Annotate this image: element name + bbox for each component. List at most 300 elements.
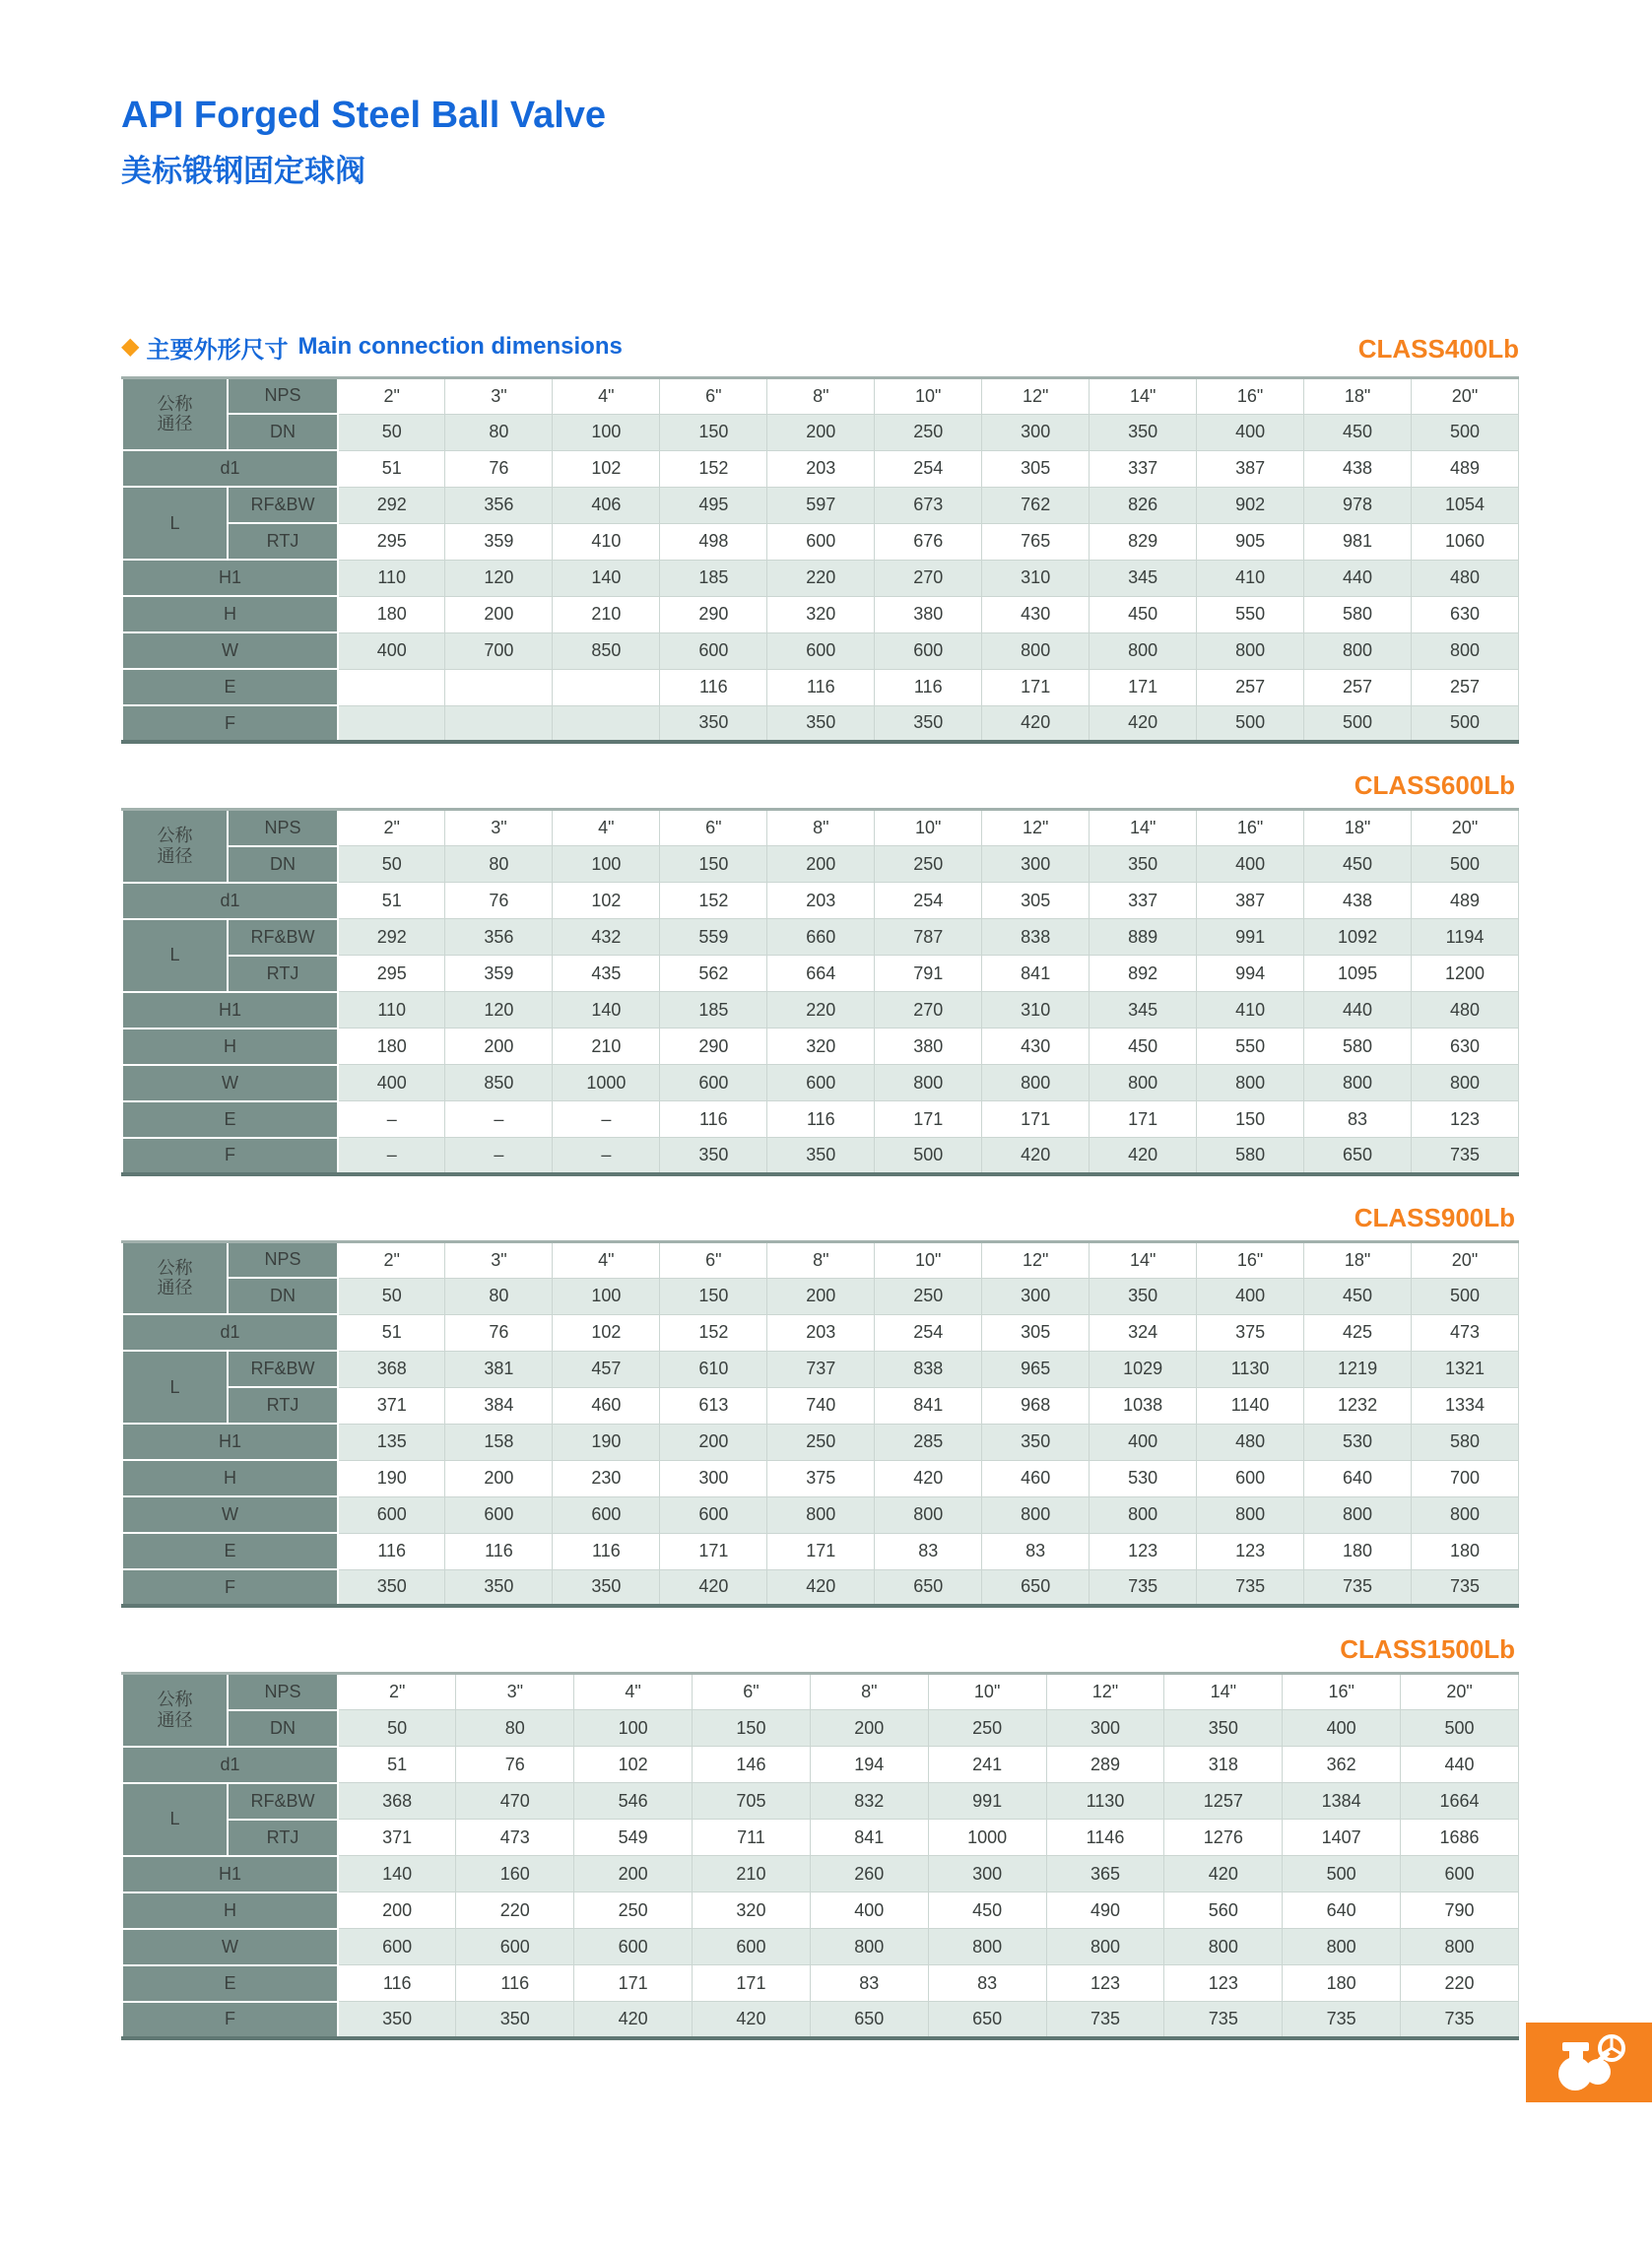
cell-dn-3: 150 — [660, 846, 767, 883]
table-row — [122, 450, 1519, 487]
cell-d1-7: 337 — [1090, 450, 1197, 487]
cell-nps-6: 12" — [982, 810, 1090, 846]
cell-l_rfbw-1: 381 — [445, 1351, 553, 1387]
cell-e-3: 116 — [660, 669, 767, 705]
cell-h-8: 600 — [1197, 1460, 1304, 1496]
table-row — [122, 1892, 1519, 1929]
cell-l_rtj-3: 498 — [660, 523, 767, 560]
cell-w-3: 600 — [660, 1065, 767, 1101]
class-900-label: CLASS900Lb — [1354, 1202, 1515, 1232]
cell-l_rfbw-9: 1092 — [1304, 919, 1412, 956]
cell-d1-7: 324 — [1090, 1314, 1197, 1351]
cell-l_rfbw-0: 368 — [338, 1351, 445, 1387]
cell-f-4: 650 — [810, 2002, 928, 2038]
cell-l_rtj-0: 371 — [338, 1820, 456, 1856]
table-row — [122, 919, 1519, 956]
table-row — [122, 1351, 1519, 1387]
table-row — [122, 560, 1519, 596]
cell-e-7: 171 — [1090, 669, 1197, 705]
cell-h-3: 290 — [660, 1029, 767, 1065]
cell-e-0: 116 — [338, 1533, 445, 1569]
cell-h1-1: 120 — [445, 992, 553, 1029]
cell-e-5: 171 — [875, 1101, 982, 1138]
row-label-rfbw: RF&BW — [228, 1783, 338, 1820]
cell-l_rtj-1: 384 — [445, 1387, 553, 1424]
row-group-l: L — [122, 487, 228, 560]
row-label-nps: NPS — [228, 377, 338, 414]
cell-l_rfbw-6: 965 — [982, 1351, 1090, 1387]
cell-w-0: 600 — [338, 1929, 456, 1965]
cell-h1-7: 400 — [1090, 1424, 1197, 1460]
row-label-dn: DN — [228, 1278, 338, 1314]
cell-l_rfbw-1: 356 — [445, 487, 553, 523]
cell-dn-0: 50 — [338, 846, 445, 883]
cell-h-1: 200 — [445, 1460, 553, 1496]
table-row — [122, 1065, 1519, 1101]
cell-e-5: 83 — [875, 1533, 982, 1569]
table-row — [122, 669, 1519, 705]
cell-dn-9: 450 — [1304, 414, 1412, 450]
cell-dn-3: 150 — [660, 1278, 767, 1314]
cell-nps-2: 4" — [553, 810, 660, 846]
cell-d1-6: 305 — [982, 883, 1090, 919]
cell-h-0: 190 — [338, 1460, 445, 1496]
row-group-nominal: 公称 通径 — [122, 377, 228, 450]
cell-l_rtj-7: 892 — [1090, 956, 1197, 992]
row-label-d1: d1 — [122, 450, 338, 487]
cell-e-3: 171 — [660, 1533, 767, 1569]
cell-nps-8: 16" — [1283, 1674, 1401, 1710]
cell-h-10: 700 — [1412, 1460, 1519, 1496]
cell-l_rtj-6: 1146 — [1046, 1820, 1164, 1856]
cell-h-3: 300 — [660, 1460, 767, 1496]
cell-h1-3: 185 — [660, 560, 767, 596]
cell-l_rfbw-5: 787 — [875, 919, 982, 956]
table-row — [122, 1710, 1519, 1747]
cell-d1-6: 289 — [1046, 1747, 1164, 1783]
cell-dn-7: 350 — [1090, 1278, 1197, 1314]
cell-nps-3: 6" — [660, 1241, 767, 1278]
cell-f-1 — [445, 705, 553, 742]
section-heading — [121, 330, 623, 365]
cell-dn-1: 80 — [445, 414, 553, 450]
dimension-table — [121, 1672, 1519, 2040]
cell-d1-3: 146 — [693, 1747, 811, 1783]
dimension-table — [121, 808, 1519, 1176]
cell-nps-5: 10" — [928, 1674, 1046, 1710]
cell-h-10: 630 — [1412, 596, 1519, 632]
cell-l_rfbw-3: 495 — [660, 487, 767, 523]
cell-h1-5: 300 — [928, 1856, 1046, 1892]
table-row — [122, 596, 1519, 632]
cell-f-0 — [338, 705, 445, 742]
cell-h1-8: 410 — [1197, 560, 1304, 596]
cell-d1-10: 489 — [1412, 450, 1519, 487]
cell-h1-9: 440 — [1304, 992, 1412, 1029]
cell-nps-10: 20" — [1412, 377, 1519, 414]
cell-nps-10: 20" — [1412, 1241, 1519, 1278]
cell-nps-0: 2" — [338, 377, 445, 414]
cell-l_rfbw-6: 838 — [982, 919, 1090, 956]
cell-h-6: 490 — [1046, 1892, 1164, 1929]
cell-e-1: 116 — [445, 1533, 553, 1569]
cell-dn-2: 100 — [553, 1278, 660, 1314]
cell-h1-8: 480 — [1197, 1424, 1304, 1460]
cell-h-1: 200 — [445, 596, 553, 632]
cell-dn-7: 350 — [1090, 846, 1197, 883]
cell-f-7: 735 — [1164, 2002, 1283, 2038]
cell-f-8: 580 — [1197, 1138, 1304, 1174]
cell-w-1: 600 — [445, 1496, 553, 1533]
cell-f-2: 420 — [574, 2002, 693, 2038]
cell-h-2: 210 — [553, 1029, 660, 1065]
cell-e-5: 116 — [875, 669, 982, 705]
cell-l_rfbw-6: 1130 — [1046, 1783, 1164, 1820]
cell-l_rtj-8: 1140 — [1197, 1387, 1304, 1424]
cell-h1-4: 220 — [767, 560, 875, 596]
table-row — [122, 1747, 1519, 1783]
cell-f-4: 350 — [767, 1138, 875, 1174]
cell-nps-5: 10" — [875, 1241, 982, 1278]
cell-f-4: 420 — [767, 1569, 875, 1606]
cell-d1-0: 51 — [338, 883, 445, 919]
cell-e-1: 116 — [456, 1965, 574, 2002]
row-label-h: H — [122, 1460, 338, 1496]
table-row — [122, 883, 1519, 919]
cell-d1-1: 76 — [445, 1314, 553, 1351]
cell-f-2: 350 — [553, 1569, 660, 1606]
cell-e-6: 83 — [982, 1533, 1090, 1569]
cell-e-8: 180 — [1283, 1965, 1401, 2002]
cell-w-0: 400 — [338, 632, 445, 669]
cell-l_rtj-10: 1200 — [1412, 956, 1519, 992]
cell-d1-3: 152 — [660, 1314, 767, 1351]
row-label-e: E — [122, 1101, 338, 1138]
table-row — [122, 1496, 1519, 1533]
cell-f-3: 420 — [660, 1569, 767, 1606]
cell-dn-6: 300 — [1046, 1710, 1164, 1747]
cell-d1-8: 387 — [1197, 450, 1304, 487]
cell-h1-7: 420 — [1164, 1856, 1283, 1892]
cell-h-7: 560 — [1164, 1892, 1283, 1929]
cell-e-10: 180 — [1412, 1533, 1519, 1569]
cell-nps-9: 20" — [1401, 1674, 1519, 1710]
cell-l_rtj-1: 473 — [456, 1820, 574, 1856]
cell-l_rtj-3: 711 — [693, 1820, 811, 1856]
cell-l_rfbw-2: 432 — [553, 919, 660, 956]
cell-h1-6: 310 — [982, 992, 1090, 1029]
cell-l_rfbw-4: 737 — [767, 1351, 875, 1387]
table-row — [122, 1674, 1519, 1710]
cell-w-10: 800 — [1412, 632, 1519, 669]
cell-h-5: 450 — [928, 1892, 1046, 1929]
cell-h1-10: 480 — [1412, 992, 1519, 1029]
cell-l_rtj-4: 664 — [767, 956, 875, 992]
cell-w-3: 600 — [693, 1929, 811, 1965]
cell-l_rtj-5: 676 — [875, 523, 982, 560]
cell-h1-9: 440 — [1304, 560, 1412, 596]
class-1500-label: CLASS1500Lb — [1340, 1634, 1515, 1665]
cell-nps-0: 2" — [338, 810, 445, 846]
row-label-f: F — [122, 1569, 338, 1606]
row-label-w: W — [122, 1929, 338, 1965]
row-group-nominal: 公称 通径 — [122, 1674, 228, 1747]
cell-dn-6: 300 — [982, 846, 1090, 883]
cell-dn-2: 100 — [553, 846, 660, 883]
cell-d1-5: 254 — [875, 883, 982, 919]
cell-h-0: 180 — [338, 1029, 445, 1065]
cell-h1-0: 140 — [338, 1856, 456, 1892]
cell-f-3: 420 — [693, 2002, 811, 2038]
cell-w-10: 800 — [1412, 1496, 1519, 1533]
cell-h1-6: 350 — [982, 1424, 1090, 1460]
brand-logo-block — [1526, 2023, 1652, 2102]
cell-h1-9: 530 — [1304, 1424, 1412, 1460]
cell-h-0: 180 — [338, 596, 445, 632]
cell-l_rtj-9: 1095 — [1304, 956, 1412, 992]
cell-w-1: 600 — [456, 1929, 574, 1965]
cell-nps-2: 4" — [553, 1241, 660, 1278]
table-row — [122, 1820, 1519, 1856]
row-label-rtj: RTJ — [228, 1387, 338, 1424]
cell-l_rfbw-8: 991 — [1197, 919, 1304, 956]
cell-d1-9: 440 — [1401, 1747, 1519, 1783]
cell-h-4: 320 — [767, 1029, 875, 1065]
cell-f-7: 420 — [1090, 1138, 1197, 1174]
cell-d1-8: 375 — [1197, 1314, 1304, 1351]
cell-w-4: 600 — [767, 1065, 875, 1101]
cell-h-5: 380 — [875, 1029, 982, 1065]
class-900-section — [121, 1203, 1519, 1609]
dimension-table — [121, 1240, 1519, 1609]
cell-w-6: 800 — [982, 1065, 1090, 1101]
cell-f-0: 350 — [338, 2002, 456, 2038]
cell-w-5: 800 — [875, 1496, 982, 1533]
cell-d1-8: 362 — [1283, 1747, 1401, 1783]
cell-nps-4: 8" — [810, 1674, 928, 1710]
cell-l_rtj-4: 740 — [767, 1387, 875, 1424]
cell-l_rfbw-0: 368 — [338, 1783, 456, 1820]
cell-w-2: 600 — [574, 1929, 693, 1965]
table-row — [122, 1138, 1519, 1174]
cell-h-0: 200 — [338, 1892, 456, 1929]
cell-h1-7: 345 — [1090, 560, 1197, 596]
cell-nps-6: 12" — [1046, 1674, 1164, 1710]
row-label-rtj: RTJ — [228, 1820, 338, 1856]
cell-f-0: – — [338, 1138, 445, 1174]
section-header-row — [121, 330, 1519, 365]
table-row — [122, 1783, 1519, 1820]
cell-w-5: 800 — [875, 1065, 982, 1101]
cell-w-9: 800 — [1304, 1496, 1412, 1533]
cell-l_rfbw-10: 1321 — [1412, 1351, 1519, 1387]
row-label-rfbw: RF&BW — [228, 919, 338, 956]
row-label-w: W — [122, 1065, 338, 1101]
cell-l_rfbw-0: 292 — [338, 487, 445, 523]
cell-d1-5: 241 — [928, 1747, 1046, 1783]
cell-d1-0: 51 — [338, 1314, 445, 1351]
cell-f-8: 735 — [1283, 2002, 1401, 2038]
cell-f-10: 500 — [1412, 705, 1519, 742]
row-label-h: H — [122, 1029, 338, 1065]
cell-w-4: 600 — [767, 632, 875, 669]
cell-h1-3: 200 — [660, 1424, 767, 1460]
cell-e-10: 257 — [1412, 669, 1519, 705]
page-title-chinese: 美标锻钢固定球阀 — [121, 153, 365, 188]
cell-f-10: 735 — [1412, 1138, 1519, 1174]
cell-f-1: – — [445, 1138, 553, 1174]
class-400-label: CLASS400Lb — [1357, 333, 1519, 364]
cell-nps-7: 14" — [1090, 377, 1197, 414]
cell-dn-2: 100 — [553, 414, 660, 450]
cell-l_rfbw-7: 826 — [1090, 487, 1197, 523]
cell-nps-1: 3" — [445, 810, 553, 846]
cell-l_rfbw-5: 991 — [928, 1783, 1046, 1820]
cell-f-7: 420 — [1090, 705, 1197, 742]
cell-f-9: 735 — [1401, 2002, 1519, 2038]
page-title-english: API Forged Steel Ball Valve — [121, 95, 607, 136]
row-label-e: E — [122, 669, 338, 705]
cell-l_rtj-10: 1334 — [1412, 1387, 1519, 1424]
cell-e-3: 171 — [693, 1965, 811, 2002]
row-label-f: F — [122, 2002, 338, 2038]
cell-e-2: 116 — [553, 1533, 660, 1569]
cell-e-8: 150 — [1197, 1101, 1304, 1138]
cell-h-7: 530 — [1090, 1460, 1197, 1496]
dimension-table — [121, 376, 1519, 745]
cell-w-9: 800 — [1304, 1065, 1412, 1101]
cell-e-6: 171 — [982, 1101, 1090, 1138]
cell-nps-6: 12" — [982, 1241, 1090, 1278]
cell-d1-4: 203 — [767, 1314, 875, 1351]
cell-nps-7: 14" — [1090, 810, 1197, 846]
cell-h1-2: 190 — [553, 1424, 660, 1460]
cell-h1-7: 345 — [1090, 992, 1197, 1029]
cell-h-2: 210 — [553, 596, 660, 632]
cell-dn-1: 80 — [445, 846, 553, 883]
cell-l_rtj-8: 994 — [1197, 956, 1304, 992]
cell-l_rfbw-1: 470 — [456, 1783, 574, 1820]
cell-d1-2: 102 — [574, 1747, 693, 1783]
table-row — [122, 1241, 1519, 1278]
cell-e-0: – — [338, 1101, 445, 1138]
cell-e-6: 171 — [982, 669, 1090, 705]
cell-dn-3: 150 — [660, 414, 767, 450]
cell-w-4: 800 — [767, 1496, 875, 1533]
cell-dn-3: 150 — [693, 1710, 811, 1747]
cell-l_rfbw-6: 762 — [982, 487, 1090, 523]
cell-f-5: 650 — [875, 1569, 982, 1606]
class-600-table — [121, 808, 1519, 1176]
cell-dn-4: 200 — [767, 846, 875, 883]
row-label-e: E — [122, 1965, 338, 2002]
cell-w-8: 800 — [1197, 632, 1304, 669]
cell-dn-8: 400 — [1197, 414, 1304, 450]
class-600-section — [121, 770, 1519, 1176]
cell-l_rtj-7: 1038 — [1090, 1387, 1197, 1424]
cell-e-2: – — [553, 1101, 660, 1138]
cell-d1-9: 425 — [1304, 1314, 1412, 1351]
cell-f-0: 350 — [338, 1569, 445, 1606]
cell-h1-6: 310 — [982, 560, 1090, 596]
table-row — [122, 1029, 1519, 1065]
cell-e-1 — [445, 669, 553, 705]
cell-w-2: 850 — [553, 632, 660, 669]
cell-l_rtj-3: 613 — [660, 1387, 767, 1424]
cell-h1-9: 600 — [1401, 1856, 1519, 1892]
cell-dn-10: 500 — [1412, 414, 1519, 450]
cell-e-4: 83 — [810, 1965, 928, 2002]
row-group-l: L — [122, 1351, 228, 1424]
cell-l_rtj-0: 371 — [338, 1387, 445, 1424]
cell-h-8: 640 — [1283, 1892, 1401, 1929]
cell-nps-7: 14" — [1164, 1674, 1283, 1710]
cell-dn-0: 50 — [338, 414, 445, 450]
cell-h1-4: 260 — [810, 1856, 928, 1892]
cell-h-3: 290 — [660, 596, 767, 632]
cell-e-1: – — [445, 1101, 553, 1138]
cell-l_rfbw-8: 1384 — [1283, 1783, 1401, 1820]
cell-dn-1: 80 — [456, 1710, 574, 1747]
cell-f-6: 650 — [982, 1569, 1090, 1606]
cell-h-7: 450 — [1090, 1029, 1197, 1065]
cell-d1-2: 102 — [553, 450, 660, 487]
cell-l_rfbw-8: 1130 — [1197, 1351, 1304, 1387]
cell-h-7: 450 — [1090, 596, 1197, 632]
row-label-dn: DN — [228, 846, 338, 883]
cell-dn-5: 250 — [875, 414, 982, 450]
cell-d1-3: 152 — [660, 883, 767, 919]
cell-d1-9: 438 — [1304, 450, 1412, 487]
table-row — [122, 1569, 1519, 1606]
cell-nps-2: 4" — [574, 1674, 693, 1710]
cell-l_rfbw-0: 292 — [338, 919, 445, 956]
cell-w-5: 600 — [875, 632, 982, 669]
row-label-rtj: RTJ — [228, 956, 338, 992]
row-group-nominal: 公称 通径 — [122, 810, 228, 883]
cell-l_rtj-6: 841 — [982, 956, 1090, 992]
cell-d1-10: 473 — [1412, 1314, 1519, 1351]
cell-d1-5: 254 — [875, 1314, 982, 1351]
cell-h1-0: 110 — [338, 560, 445, 596]
table-row — [122, 1533, 1519, 1569]
cell-h1-0: 110 — [338, 992, 445, 1029]
cell-l_rfbw-7: 1257 — [1164, 1783, 1283, 1820]
ball-valve-icon — [1544, 2031, 1634, 2094]
cell-h1-10: 480 — [1412, 560, 1519, 596]
cell-l_rfbw-7: 1029 — [1090, 1351, 1197, 1387]
cell-d1-3: 152 — [660, 450, 767, 487]
cell-w-7: 800 — [1090, 1065, 1197, 1101]
cell-e-6: 123 — [1046, 1965, 1164, 2002]
cell-dn-10: 500 — [1412, 846, 1519, 883]
table-row — [122, 1460, 1519, 1496]
cell-e-9: 257 — [1304, 669, 1412, 705]
cell-d1-1: 76 — [456, 1747, 574, 1783]
row-label-rtj: RTJ — [228, 523, 338, 560]
cell-h1-3: 210 — [693, 1856, 811, 1892]
cell-nps-1: 3" — [445, 1241, 553, 1278]
row-label-nps: NPS — [228, 810, 338, 846]
cell-f-2: – — [553, 1138, 660, 1174]
cell-dn-6: 300 — [982, 414, 1090, 450]
row-label-dn: DN — [228, 1710, 338, 1747]
cell-dn-2: 100 — [574, 1710, 693, 1747]
cell-nps-3: 6" — [693, 1674, 811, 1710]
cell-f-10: 735 — [1412, 1569, 1519, 1606]
table-row — [122, 1101, 1519, 1138]
cell-l_rtj-6: 765 — [982, 523, 1090, 560]
